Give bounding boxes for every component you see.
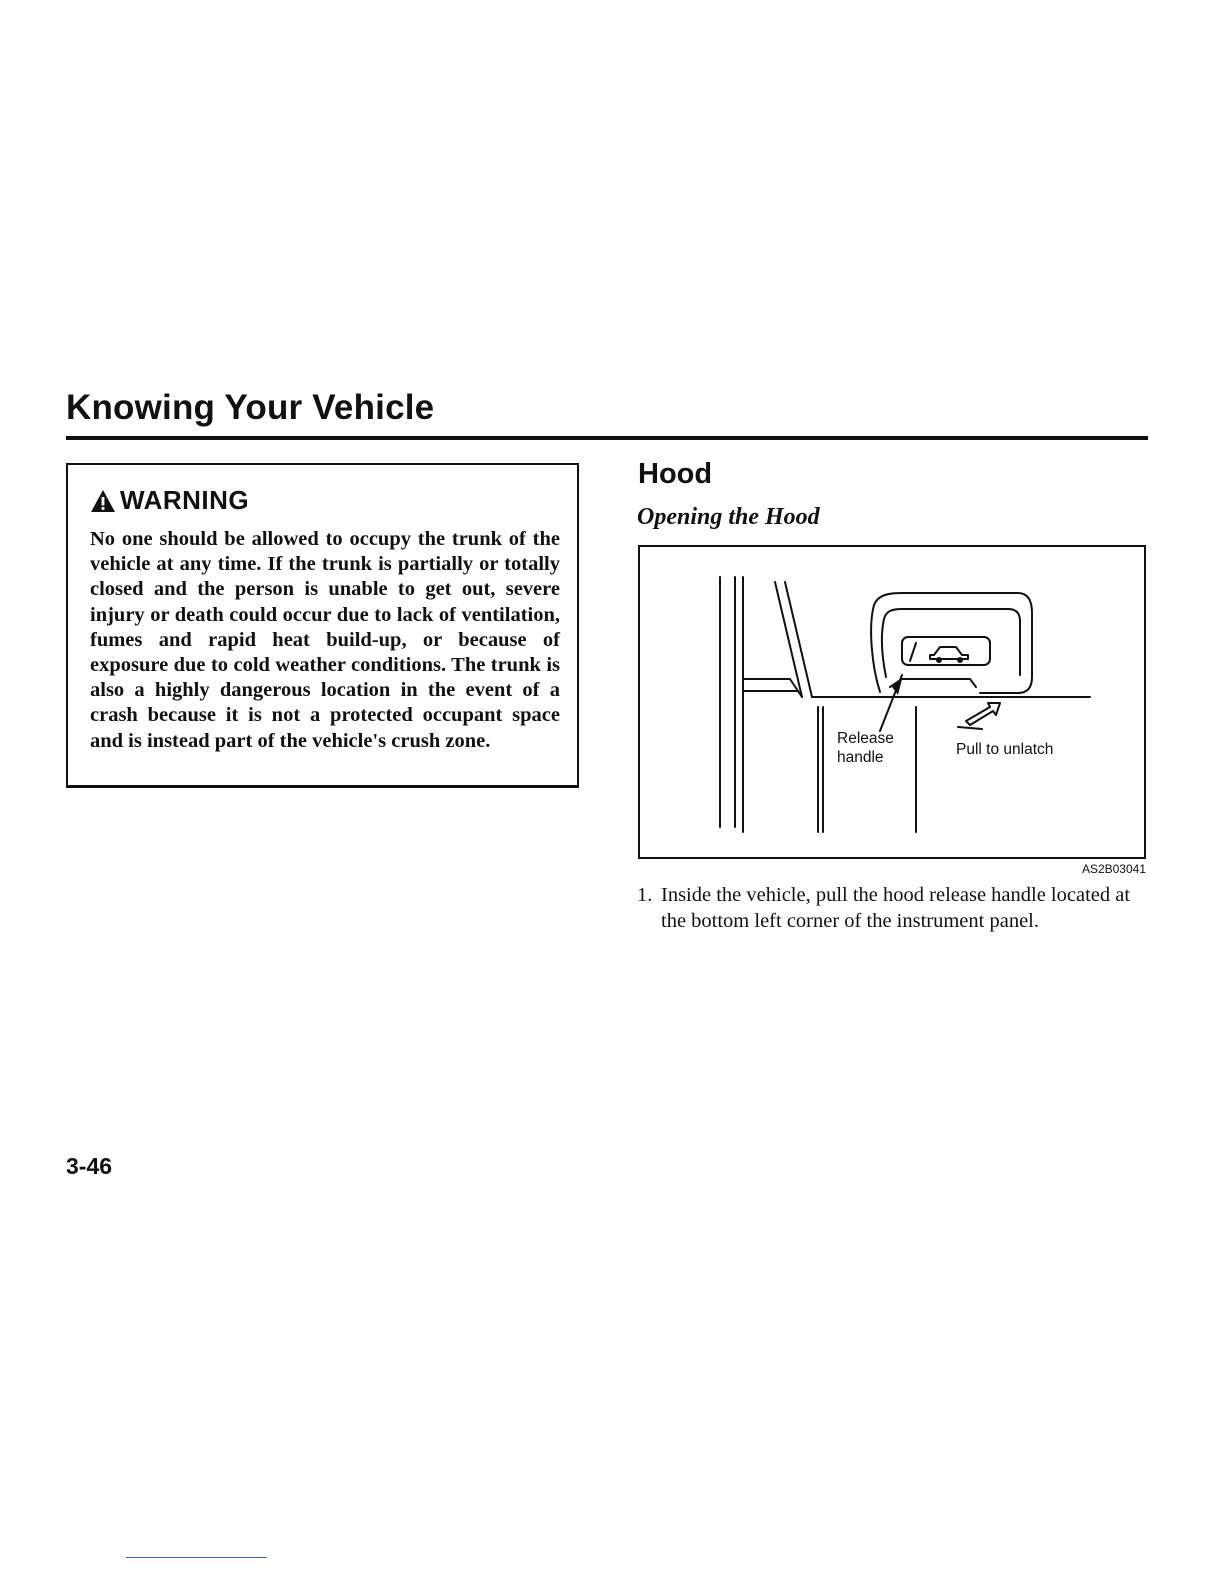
warning-box [66, 463, 579, 788]
step-text: Inside the vehicle, pull the hood release handle located at the bottom left corner of the instrument panel. [661, 884, 1131, 932]
warning-heading [90, 485, 249, 516]
warning-triangle-icon [90, 489, 116, 513]
pull-to-unlatch-label: Pull to unlatch [956, 741, 1054, 758]
warning-text: No one should be allowed to occupy the trunk of the vehicle at any time. If the trunk is partially or totally closed and the person is unable to get out, severe injury or death could occur due to lack of ventilation, fumes and rapid heat build-up, or because of exposure due to cold weather conditions. The trunk is also a highly dangerous location in the event of a crash because it is not a protected occupant space and is instead part of the vehicle's crush zone. [90, 528, 560, 752]
step-number: 1. [637, 884, 653, 906]
release-label-line1: Release [837, 730, 894, 747]
release-handle-label [837, 729, 894, 767]
figure-code: AS2B03041 [1081, 862, 1146, 876]
release-label-line2: handle [837, 749, 884, 766]
hood-release-figure [638, 545, 1146, 859]
section-heading-hood: Hood [638, 458, 713, 490]
page-title: Knowing Your Vehicle [66, 388, 435, 427]
hood-release-illustration [640, 547, 1144, 857]
title-rule [66, 436, 1148, 440]
subsection-heading-opening-hood: Opening the Hood [637, 504, 820, 530]
instruction-step [637, 882, 1137, 934]
footer-link-underline [126, 1557, 267, 1558]
warning-heading-label: WARNING [120, 485, 250, 515]
warning-box-bottom-rule [68, 785, 577, 788]
page-number: 3-46 [66, 1153, 113, 1179]
instruction-steps [637, 882, 1137, 934]
